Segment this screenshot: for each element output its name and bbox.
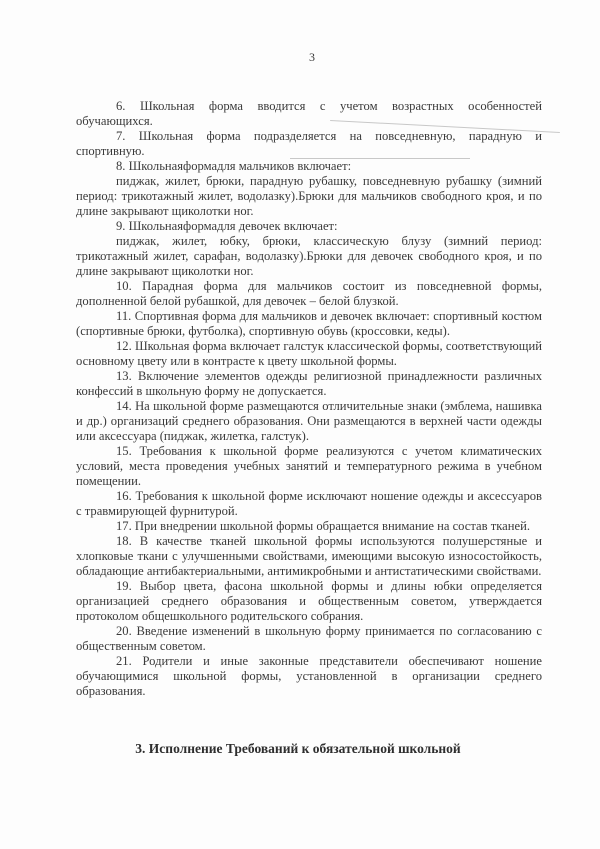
paragraph-17: 17. При внедрении школьной формы обращается внимание на состав тканей. bbox=[116, 519, 530, 533]
paragraph-15: 15. Требования к школьной форме реализуются с учетом климатических условий, места проведения учебных занятий и температурного режима в учебном помещении. bbox=[76, 444, 542, 488]
paragraph-8-items: пиджак, жилет, брюки, парадную рубашку, повседневную рубашку (зимний период: трикотажный жилет, водолазку).Брюки для мальчиков свободного кроя, и по длине закрывают щиколотки ног. bbox=[76, 174, 542, 218]
paragraph-14: 14. На школьной форме размещаются отличительные знаки (эмблема, нашивка и др.) организаций среднего образования. Они размещаются в верхней части одежды или аксессуара (пиджак, жилетка, галстук). bbox=[76, 399, 542, 443]
paragraph-16: 16. Требования к школьной форме исключают ношение одежды и аксессуаров с травмирующей фурнитурой. bbox=[76, 489, 542, 518]
paragraph-9: 9. Школьнаяформадля девочек включает: bbox=[116, 219, 338, 233]
paragraph-8: 8. Школьнаяформадля мальчиков включает: bbox=[116, 159, 352, 173]
section-heading: 3. Исполнение Требований к обязательной школьной bbox=[135, 741, 461, 756]
paragraph-11: 11. Спортивная форма для мальчиков и девочек включает: спортивный костюм (спортивные брюки, футболка), спортивную обувь (кроссовки, кеды). bbox=[76, 309, 542, 338]
document-body bbox=[76, 99, 542, 699]
paragraph-6: 6. Школьная форма вводится с учетом возрастных особенностей обучающихся. bbox=[76, 99, 542, 128]
paragraph-12: 12. Школьная форма включает галстук классической формы, соответствующий основному цвету или в контрасте к цвету школьной формы. bbox=[76, 339, 542, 368]
paragraph-9-items: пиджак, жилет, юбку, брюки, классическую блузу (зимний период: трикотажный жилет, сарафан, водолазку).Брюки для девочек свободного кроя, и по длине закрывают щиколотки ног. bbox=[76, 234, 542, 278]
paragraph-19: 19. Выбор цвета, фасона школьной формы и длины юбки определяется организацией среднего образования и общественным советом, утверждается протоколом общешкольного родительского собрания. bbox=[76, 579, 542, 623]
paragraph-10: 10. Парадная форма для мальчиков состоит из повседневной формы, дополненной белой рубашкой, для девочек – белой блузкой. bbox=[76, 279, 542, 308]
page-number: 3 bbox=[309, 50, 315, 64]
paragraph-20: 20. Введение изменений в школьную форму принимается по согласованию с общественным советом. bbox=[76, 624, 542, 653]
paragraph-18: 18. В качестве тканей школьной формы используются полушерстяные и хлопковые ткани с улучшенными свойствами, имеющими высокую износостойкость, обладающие антибактериальными, антимикробными и антистатическими свойствами. bbox=[76, 534, 542, 578]
paragraph-21: 21. Родители и иные законные представители обеспечивают ношение обучающимися школьной формы, установленной в организации среднего образования. bbox=[76, 654, 542, 698]
paragraph-13: 13. Включение элементов одежды религиозной принадлежности различных конфессий в школьную форму не допускается. bbox=[76, 369, 542, 398]
paragraph-7: 7. Школьная форма подразделяется на повседневную, парадную и спортивную. bbox=[76, 129, 542, 158]
